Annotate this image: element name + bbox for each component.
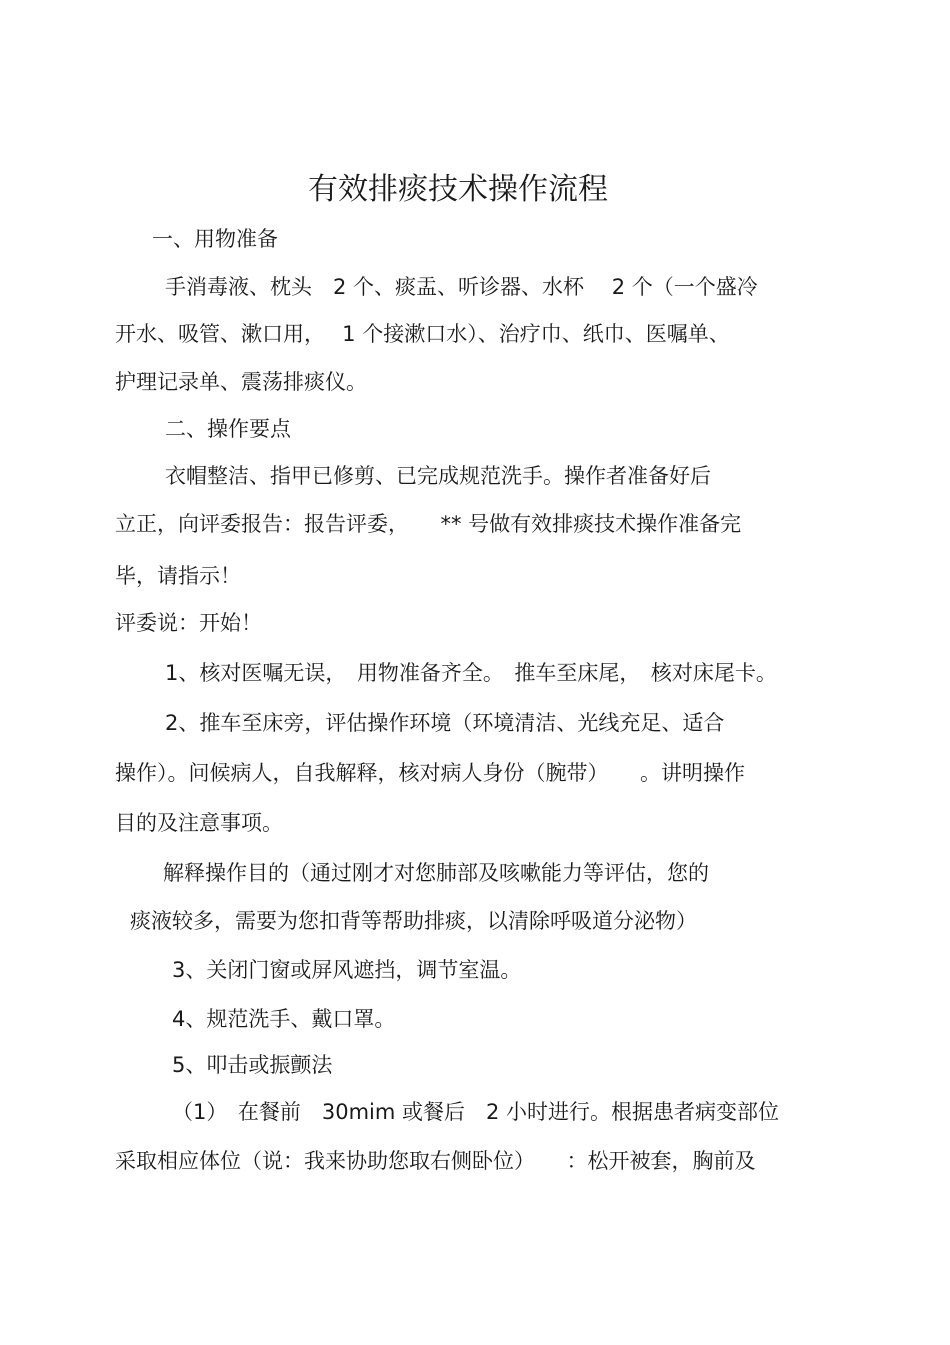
section-heading-preparation: 一、用物准备 bbox=[152, 227, 278, 251]
paragraph-line: 开水、吸管、漱口用， 1 个接漱口水）、治疗巾、纸巾、医嘱单、 bbox=[115, 322, 730, 346]
step-line: 1、核对医嘱无误， 用物准备齐全。 推车至床尾， 核对床尾卡。 bbox=[165, 661, 777, 685]
paragraph-line: 衣帽整洁、指甲已修剪、已完成规范洗手。操作者准备好后 bbox=[165, 464, 711, 488]
paragraph-line: 手消毒液、枕头 2 个、痰盂、听诊器、水杯 2 个（一个盛冷 bbox=[165, 275, 758, 299]
document-title: 有效排痰技术操作流程 bbox=[308, 172, 608, 207]
paragraph-line: 操作）。问候病人，自我解释，核对病人身份（腕带） 。讲明操作 bbox=[115, 761, 745, 785]
step-line: 4、规范洗手、戴口罩。 bbox=[172, 1007, 396, 1031]
step-line: 3、关闭门窗或屏风遮挡，调节室温。 bbox=[172, 958, 522, 982]
paragraph-line: 采取相应体位（说：我来协助您取右侧卧位） ：松开被套，胸前及 bbox=[115, 1149, 756, 1173]
paragraph-line: 立正，向评委报告：报告评委， ** 号做有效排痰技术操作准备完 bbox=[115, 512, 742, 536]
paragraph-line: 评委说：开始！ bbox=[115, 611, 262, 635]
paragraph-line: 毕，请指示！ bbox=[115, 564, 241, 588]
paragraph-line: 目的及注意事项。 bbox=[115, 811, 283, 835]
paragraph-line: 痰液较多，需要为您扣背等帮助排痰，以清除呼吸道分泌物） bbox=[130, 909, 697, 933]
paragraph-line: 护理记录单、震荡排痰仪。 bbox=[115, 370, 367, 394]
section-heading-key-points: 二、操作要点 bbox=[165, 417, 291, 441]
paragraph-line: 解释操作目的（通过刚才对您肺部及咳嗽能力等评估，您的 bbox=[163, 861, 709, 885]
step-line: 5、叩击或振颤法 bbox=[172, 1053, 333, 1077]
step-line: （1） 在餐前 30mim 或餐后 2 小时进行。根据患者病变部位 bbox=[172, 1100, 780, 1124]
step-line: 2、推车至床旁，评估操作环境（环境清洁、光线充足、适合 bbox=[165, 711, 725, 735]
